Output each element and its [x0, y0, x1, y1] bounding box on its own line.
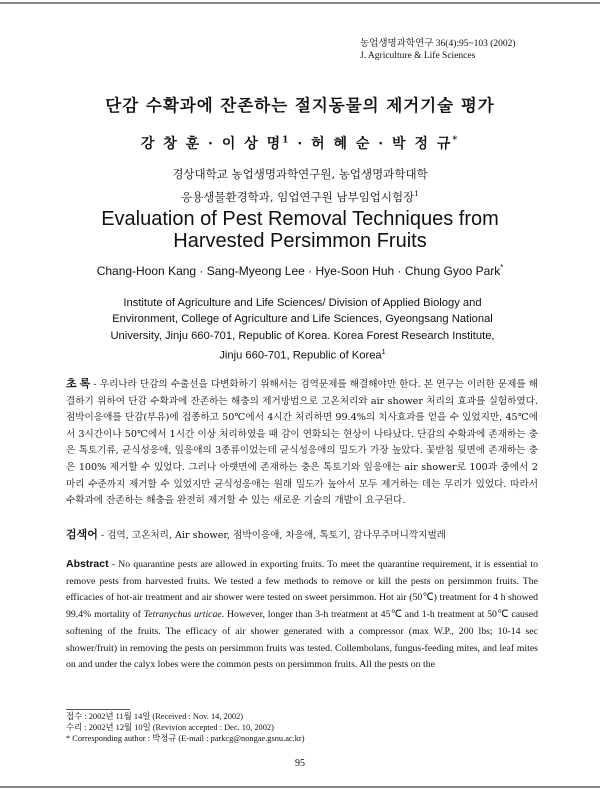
- corresponding-author: * Corresponding author : 박정규 (E-mail : parkcg@nongae.gsnu.ac.kr): [66, 734, 305, 744]
- abstract-english: Abstract - No quarantine pests are allowed in exporting fruits. To meet the quarantine requirement, it is essential to remove pests from harvested fruits. We tested a few methods to remove or kill the pests on persimmon fruits. The efficacies of hot-air treatment and air shower were tested on sweet persimmon. Hot air (50℃) treatment for 4 h showed 99.4% mortality of Tetranychus urticae. However, longer than 3-h treatment at 45℃ and 1-h treatment at 50℃ caused softening of the fruits. The efficacy of air shower generated with a compressor (max W.P., 200 lbs; 10-14 sec shower/fruit) in removing the pests on persimmon fruits was tested. Collembolans, fungus-feeding mites, and leaf mites on and under the calyx lobes were the common pests on persimmon fruits. All the pests on the: [66, 558, 539, 671]
- title-korean: 단감 수확과에 잔존하는 절지동물의 제거기술 평가: [105, 96, 495, 115]
- revised-date: 수리 : 2002년 12월 10일 (Revivion accepted : Dec. 10, 2002): [66, 723, 274, 733]
- authors-korean: 강 창 훈 · 이 상 명$^1$ · 허 혜 순 · 박 정 규*: [140, 134, 460, 152]
- keywords-body: - 검역, 고온처리, Air shower, 점박이응애, 차응애, 톡토기, 감나무주머니깍지벌레: [97, 530, 446, 541]
- page-number: 95: [295, 758, 305, 769]
- received-date: 접수 : 2002년 11월 14일 (Received : Nov. 14, 2002): [66, 712, 244, 721]
- abstract-en-label: Abstract: [66, 558, 109, 570]
- species-name: Tetranychus urticae: [143, 609, 222, 621]
- journal-name: J. Agriculture & Life Sciences: [360, 51, 476, 61]
- authors-english: Chang-Hoon Kang · Sang-Myeong Lee · Hye-Soon Huh · Chung Gyoo Park*: [96, 263, 504, 278]
- affiliation-english: Institute of Agriculture and Life Sciences/ Division of Applied Biology and Environment, College of Agriculture and Life Sciences, Gyeongsang National University, Jinju 660-701, Republic of Korea. Korea Forest Research Institute, Jinju 660-701, Republic of Korea$^1$: [110, 297, 495, 362]
- author-ko-3: 허 혜 순: [311, 136, 372, 152]
- author-ko-1: 강 창 훈: [140, 136, 202, 152]
- top-border: [0, 2, 600, 4]
- footnote-rule: [66, 709, 130, 710]
- author-ko-4: 박 정 규: [392, 136, 453, 152]
- author-ko-2: 이 상 명: [221, 136, 283, 152]
- keywords-label: 검색어: [66, 529, 98, 541]
- title-english: Evaluation of Pest Removal Techniques from Harvested Persimmon Fruits: [101, 208, 499, 252]
- bottom-border: [0, 786, 600, 788]
- journal-citation: 농업생명과학연구 36(4):95~103 (2002): [360, 39, 516, 49]
- affiliation-korean: 경상대학교 농업생명과학연구원, 농업생명과학대학 응용생물환경학과, 임업연구원 남부임업시험장$^1$: [172, 167, 428, 204]
- abstract-korean: [66, 376, 538, 510]
- keywords: [66, 526, 538, 542]
- abstract-ko-label: 초 록: [66, 378, 91, 390]
- journal-header: [360, 38, 516, 62]
- abstract-ko-body: - 우리나라 단감의 수출선을 다변화하기 위해서는 검역문제를 해결해야만 한다. 본 연구는 이러한 문제를 해결하기 위하여 단감 수확과에 잔존하는 해충의 제거방법으로 고온처리와 air shower 처리의 효과를 실험하였다. 점박이응애를 단감(부유)에 접종하고 50℃에서 4시간 처리하면 99.4%의 치사효과를 얻을 수 있었지만, 45℃에서 3시간이나 50℃에서 1시간 이상 처리하였을 때 감이 연화되는 현상이 나타났다. 단감의 수확과에 존재하는 충은 톡토기류, 균식성응애, 잎응애의 3종류이었는데 균식성응애의 밀도가 가장 높았다. 꽃받침 뒷면에 존재하는 충은 100% 제거할 수 있었다. 그러나 아랫면에 존재하는 충은 톡토기와 잎응애는 air shower로 100과 중에서 2마리 수준까지 제거할 수 있었지만 균식성응애는 원래 밀도가 높아서 모두 제거하는 데는 무리가 있었다. 따라서 수확과에 잔존하는 해충을 완전히 제거할 수 있는 새로운 기술의 개발이 요구된다.: [66, 379, 538, 507]
- footnotes: [66, 711, 538, 745]
